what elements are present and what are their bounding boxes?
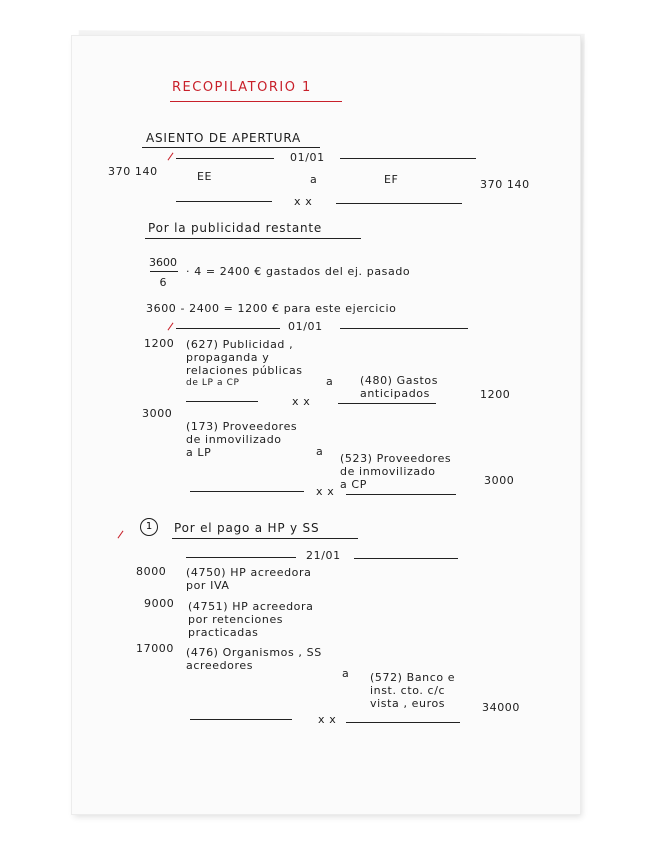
debit-account bbox=[186, 566, 311, 592]
apertura-xx: x x bbox=[294, 195, 313, 208]
debit1-amount: 1200 bbox=[144, 337, 175, 350]
debit-line: (476) Organismos , SS bbox=[186, 646, 322, 659]
debit-amount: 8000 bbox=[136, 565, 167, 578]
item-number-circle: 1 bbox=[140, 518, 158, 536]
debit-line: por retenciones bbox=[188, 613, 284, 626]
pago-xx: x x bbox=[318, 713, 337, 726]
apertura-left-account: EE bbox=[197, 170, 213, 183]
credit1-line: (480) Gastos bbox=[360, 374, 439, 387]
credit2-account bbox=[340, 452, 451, 491]
pago-credit-amount: 34000 bbox=[482, 701, 520, 714]
apertura-right-account: EF bbox=[384, 173, 399, 186]
debit2-line: a LP bbox=[186, 446, 212, 459]
apertura-date: 01/01 bbox=[290, 151, 325, 164]
debit1-account bbox=[186, 338, 303, 390]
apertura-connector: a bbox=[310, 173, 318, 186]
apertura-right-amount: 370 140 bbox=[480, 178, 530, 191]
apertura-heading: ASIENTO DE APERTURA bbox=[146, 131, 302, 145]
apertura-left-amount: 370 140 bbox=[108, 165, 158, 178]
publicidad-date-line-right bbox=[340, 328, 468, 329]
apertura-close-line-left bbox=[176, 201, 272, 202]
debit-line: (4751) HP acreedora bbox=[188, 600, 314, 613]
pago-heading: Por el pago a HP y SS bbox=[174, 521, 320, 535]
debit-line: practicadas bbox=[188, 626, 259, 639]
publicidad-calc-1: · 4 = 2400 € gastados del ej. pasado bbox=[186, 265, 411, 278]
publicidad-xx: x x bbox=[316, 485, 335, 498]
credit1-underline bbox=[338, 403, 436, 404]
debit2-account bbox=[186, 420, 297, 459]
pago-date-line-right bbox=[354, 558, 458, 559]
pago-credit-account bbox=[370, 671, 455, 710]
publicidad-heading: Por la publicidad restante bbox=[148, 221, 323, 235]
apertura-date-line-left bbox=[176, 158, 274, 159]
debit1-line: relaciones públicas bbox=[186, 364, 303, 377]
pago-connector: a bbox=[342, 667, 350, 680]
credit-line: inst. cto. c/c bbox=[370, 684, 446, 697]
debit1-line: propaganda y bbox=[186, 351, 270, 364]
credit1-account bbox=[360, 374, 438, 400]
pago-date: 21/01 bbox=[306, 549, 341, 562]
debit1-line: de LP a CP bbox=[186, 378, 240, 388]
apertura-heading-underline bbox=[142, 147, 320, 148]
publicidad-date-line-left bbox=[176, 328, 280, 329]
fraction-denominator: 6 bbox=[159, 276, 167, 289]
debit1-line: (627) Publicidad , bbox=[186, 338, 294, 351]
pago-close-line-left bbox=[190, 719, 292, 720]
credit2-line: de inmovilizado bbox=[340, 465, 436, 478]
debit2-amount: 3000 bbox=[142, 407, 173, 420]
page-title: RECOPILATORIO 1 bbox=[172, 80, 312, 95]
debit-line: (4750) HP acreedora bbox=[186, 566, 312, 579]
credit2-line: (523) Proveedores bbox=[340, 452, 452, 465]
publicidad-xx-mid: x x bbox=[292, 395, 311, 408]
debit2-connector: a bbox=[316, 445, 324, 458]
debit2-line: de inmovilizado bbox=[186, 433, 282, 446]
debit-amount: 9000 bbox=[144, 597, 175, 610]
credit1-amount: 1200 bbox=[480, 388, 511, 401]
debit1-connector: a bbox=[326, 375, 334, 388]
debit1-underline bbox=[186, 401, 258, 402]
credit-line: (572) Banco e bbox=[370, 671, 456, 684]
credit2-amount: 3000 bbox=[484, 474, 515, 487]
publicidad-calc-2: 3600 - 2400 = 1200 € para este ejercicio bbox=[146, 302, 397, 315]
debit-line: acreedores bbox=[186, 659, 254, 672]
fraction-numerator: 3600 bbox=[149, 256, 177, 269]
credit2-line: a CP bbox=[340, 478, 367, 491]
publicidad-date: 01/01 bbox=[288, 320, 323, 333]
debit-account bbox=[188, 600, 313, 639]
apertura-close-line-right bbox=[336, 203, 462, 204]
pago-close-line-right bbox=[346, 722, 460, 723]
pago-heading-underline bbox=[172, 538, 358, 539]
notebook-page bbox=[72, 36, 580, 814]
debit2-line: (173) Proveedores bbox=[186, 420, 298, 433]
fraction-bar bbox=[150, 271, 178, 272]
title-underline bbox=[170, 101, 342, 102]
publicidad-close-line-left bbox=[190, 491, 304, 492]
publicidad-heading-underline bbox=[145, 238, 361, 239]
credit-line: vista , euros bbox=[370, 697, 446, 710]
apertura-date-line-right bbox=[340, 158, 476, 159]
pago-date-line-left bbox=[186, 557, 296, 558]
debit-line: por IVA bbox=[186, 579, 230, 592]
publicidad-close-line-right bbox=[346, 494, 456, 495]
debit-amount: 17000 bbox=[136, 642, 174, 655]
debit-account bbox=[186, 646, 322, 672]
credit1-line: anticipados bbox=[360, 387, 430, 400]
